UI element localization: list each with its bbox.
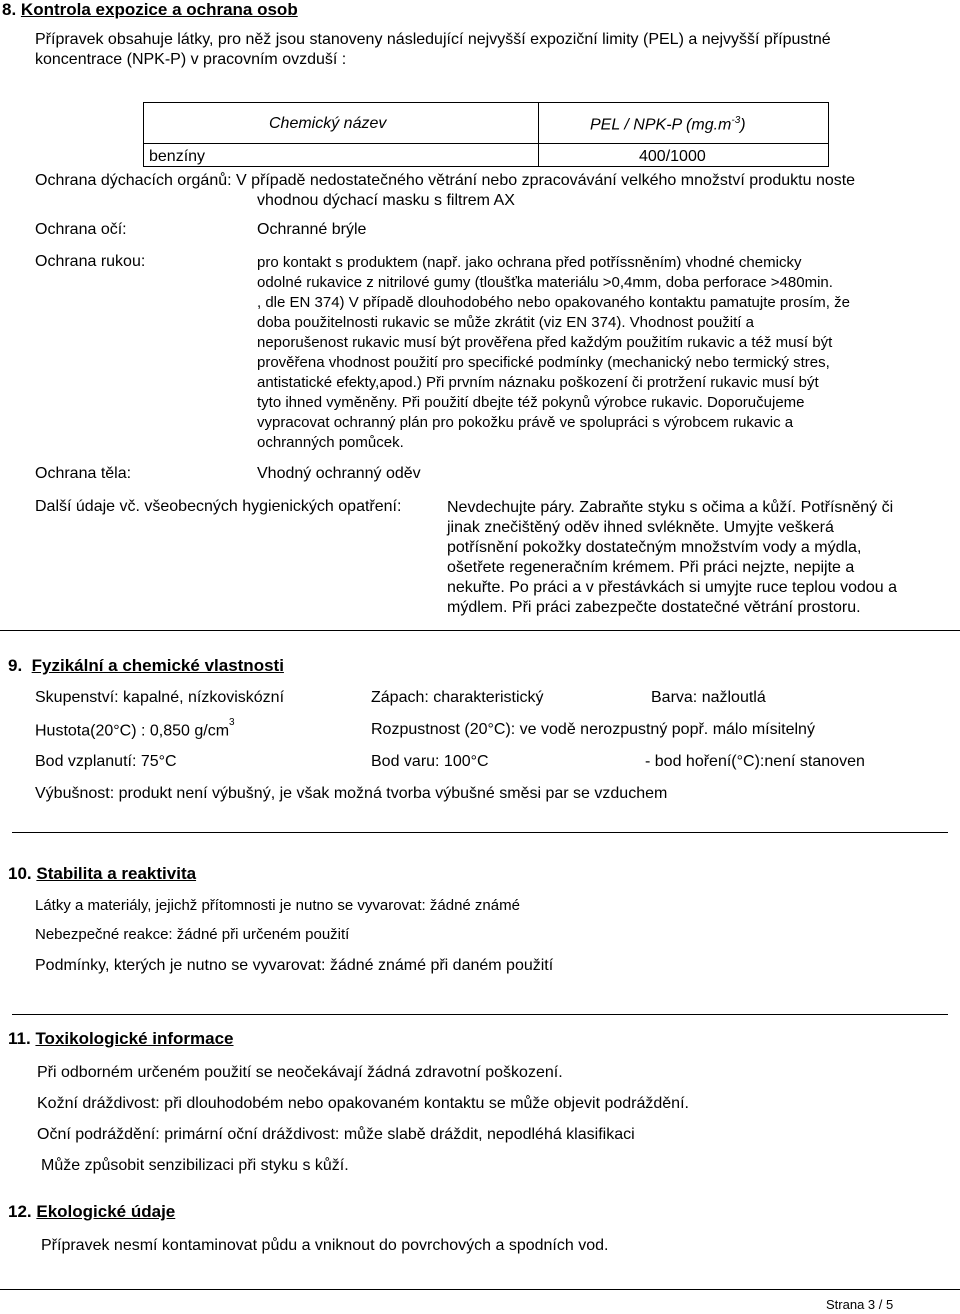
section-8-heading xyxy=(2,0,298,20)
section-9-title: Fyzikální a chemické vlastnosti xyxy=(31,656,284,675)
breathing-text-line2: vhodnou dýchací masku s filtrem AX xyxy=(257,192,515,209)
section-8-title: Kontrola expozice a ochrana osob xyxy=(20,0,298,19)
table-header-chemical-name: Chemický název xyxy=(269,115,387,132)
hygiene-line: ošetřete regeneračním krémem. Při práci nejzte, nepijte a xyxy=(447,559,855,576)
s11-line: Může způsobit senzibilizaci při styku s kůží. xyxy=(41,1157,349,1174)
property-solubility: Rozpustnost (20°C): ve vodě nerozpustný popř. málo mísitelný xyxy=(371,721,815,738)
s11-line: Kožní dráždivost: při dlouhodobém nebo opakovaném kontaktu se může objevit podráždění. xyxy=(37,1095,689,1112)
s8-intro-line2: koncentrace (NPK-P) v pracovním ovzduší : xyxy=(35,51,347,68)
property-odor: Zápach: charakteristický xyxy=(371,689,544,706)
hand-protection-line: tyto ihned vyměněny. Při použití dbejte též pokynů výrobce rukavic. Doporučujeme xyxy=(257,394,805,411)
eye-protection-label: Ochrana očí: xyxy=(35,221,127,238)
s10-avoid-materials: Látky a materiály, jejichž přítomnosti je nutno se vyvarovat: žádné známé xyxy=(35,897,520,914)
page-number: Strana 3 / 5 xyxy=(826,1297,894,1312)
body-protection-text: Vhodný ochranný oděv xyxy=(257,465,421,482)
hand-protection-line: pro kontakt s produktem (např. jako ochrana před potříssněním) vhodné chemicky xyxy=(257,254,802,271)
hand-protection-line: ochranných pomůcek. xyxy=(257,434,404,451)
hygiene-line: Nevdechujte páry. Zabraňte styku s očima a kůží. Potřísněný či xyxy=(447,499,894,516)
s12-text: Přípravek nesmí kontaminovat půdu a vniknout do povrchových a spodních vod. xyxy=(41,1237,609,1254)
section-divider xyxy=(12,1014,948,1015)
s10-hazardous-reactions: Nebezpečné reakce: žádné při určeném použití xyxy=(35,926,350,943)
section-divider xyxy=(0,630,960,631)
breathing-protection xyxy=(35,172,855,190)
section-8-number: 8. xyxy=(2,0,17,19)
property-state: Skupenství: kapalné, nízkoviskózní xyxy=(35,689,285,706)
hand-protection-line: prověřena vhodnost použití pro specifické podmínky (mechanický nebo termický stres, xyxy=(257,354,830,371)
section-10-title: Stabilita a reaktivita xyxy=(36,864,197,883)
property-density: Hustota(20°C) : 0,850 $g/cm^3$ xyxy=(35,717,235,740)
hand-protection-line: , dle EN 374) V případě dlouhodobého nebo opakovaného kontaktu pamatujte prosím, že xyxy=(257,294,850,311)
section-12-title: Ekologické údaje xyxy=(36,1202,176,1221)
hand-protection-label: Ochrana rukou: xyxy=(35,253,146,270)
hand-protection-line: neporušenost rukavic musí být prověřena před každým použitím rukavic a též musí být xyxy=(257,334,833,351)
footer-divider xyxy=(0,1289,960,1290)
section-9-number: 9. xyxy=(8,656,23,675)
hygiene-text xyxy=(447,498,959,618)
section-11-heading xyxy=(8,1029,234,1049)
section-12-heading xyxy=(8,1202,175,1222)
section-10-number: 10. xyxy=(8,864,32,883)
breathing-text-line1: V případě nedostatečného větrání nebo zpracovávání velkého množství produktu noste xyxy=(236,172,856,189)
hygiene-line: potřísnění pokožky dostatečným množstvím vody a mýdla, xyxy=(447,539,862,556)
hygiene-label: Další údaje vč. všeobecných hygienických opatření: xyxy=(35,498,402,515)
table-cell-limit-value: 400/1000 xyxy=(639,148,706,165)
hand-protection-line: antistatické efekty,apod.) Při prvním náznaku poškození či protržení rukavic musí být xyxy=(257,374,819,391)
hand-protection-line: odolné rukavice z nitrilové gumy (tloušťka materiálu >0,4mm, doba perforace >480min. xyxy=(257,274,833,291)
section-11-title: Toxikologické informace xyxy=(35,1029,234,1048)
section-divider xyxy=(12,832,948,833)
table-header-pel: PEL / NPK-P $(mg.m^{-3})$ xyxy=(590,115,746,134)
hygiene-line: nekuřte. Po práci a v přestávkách si umyjte ruce teplou vodou a xyxy=(447,579,898,596)
property-flash-point: Bod vzplanutí: 75°C xyxy=(35,753,177,770)
body-protection-label: Ochrana těla: xyxy=(35,465,132,482)
s11-line: Při odborném určeném použití se neočekávají žádná zdravotní poškození. xyxy=(37,1064,563,1081)
property-color: Barva: nažloutlá xyxy=(651,689,766,706)
s10-avoid-conditions: Podmínky, kterých je nutno se vyvarovat: žádné známé při daném použití xyxy=(35,957,554,974)
s8-intro-line1: Přípravek obsahuje látky, pro něž jsou stanoveny následující nejvyšší expoziční limity (PEL) a nejvyšší přípustné xyxy=(35,31,831,48)
section-11-number: 11. xyxy=(8,1029,31,1048)
breathing-label: Ochrana dýchacích orgánů: xyxy=(35,172,232,189)
section-12-number: 12. xyxy=(8,1202,32,1221)
hand-protection-text xyxy=(257,253,957,453)
hygiene-line: mýdlem. Při práci zabezpečte dostatečné větrání prostoru. xyxy=(447,599,861,616)
property-boiling-point: Bod varu: 100°C xyxy=(371,753,489,770)
table-cell-substance: benzíny xyxy=(149,148,206,165)
property-explosiveness: Výbušnost: produkt není výbušný, je však možná tvorba výbušné směsi par se vzduchem xyxy=(35,785,668,802)
hygiene-line: jinak znečištěný oděv ihned svlékněte. Umyjte veškerá xyxy=(447,519,834,536)
hand-protection-line: vypracovat ochranný plán pro pokožku právě ve spolupráci s výrobcem rukavic a xyxy=(257,414,794,431)
property-burning-point: - bod hoření(°C):není stanoven xyxy=(645,753,865,770)
hand-protection-line: doba použitelnosti rukavic se může zkrátit (viz EN 374). Vhodnost použití a xyxy=(257,314,754,331)
section-9-heading xyxy=(8,656,284,676)
section-10-heading xyxy=(8,864,196,884)
s11-line: Oční podráždění: primární oční dráždivost: může slabě dráždit, nepodléhá klasifikaci xyxy=(37,1126,635,1143)
eye-protection-text: Ochranné brýle xyxy=(257,221,367,238)
